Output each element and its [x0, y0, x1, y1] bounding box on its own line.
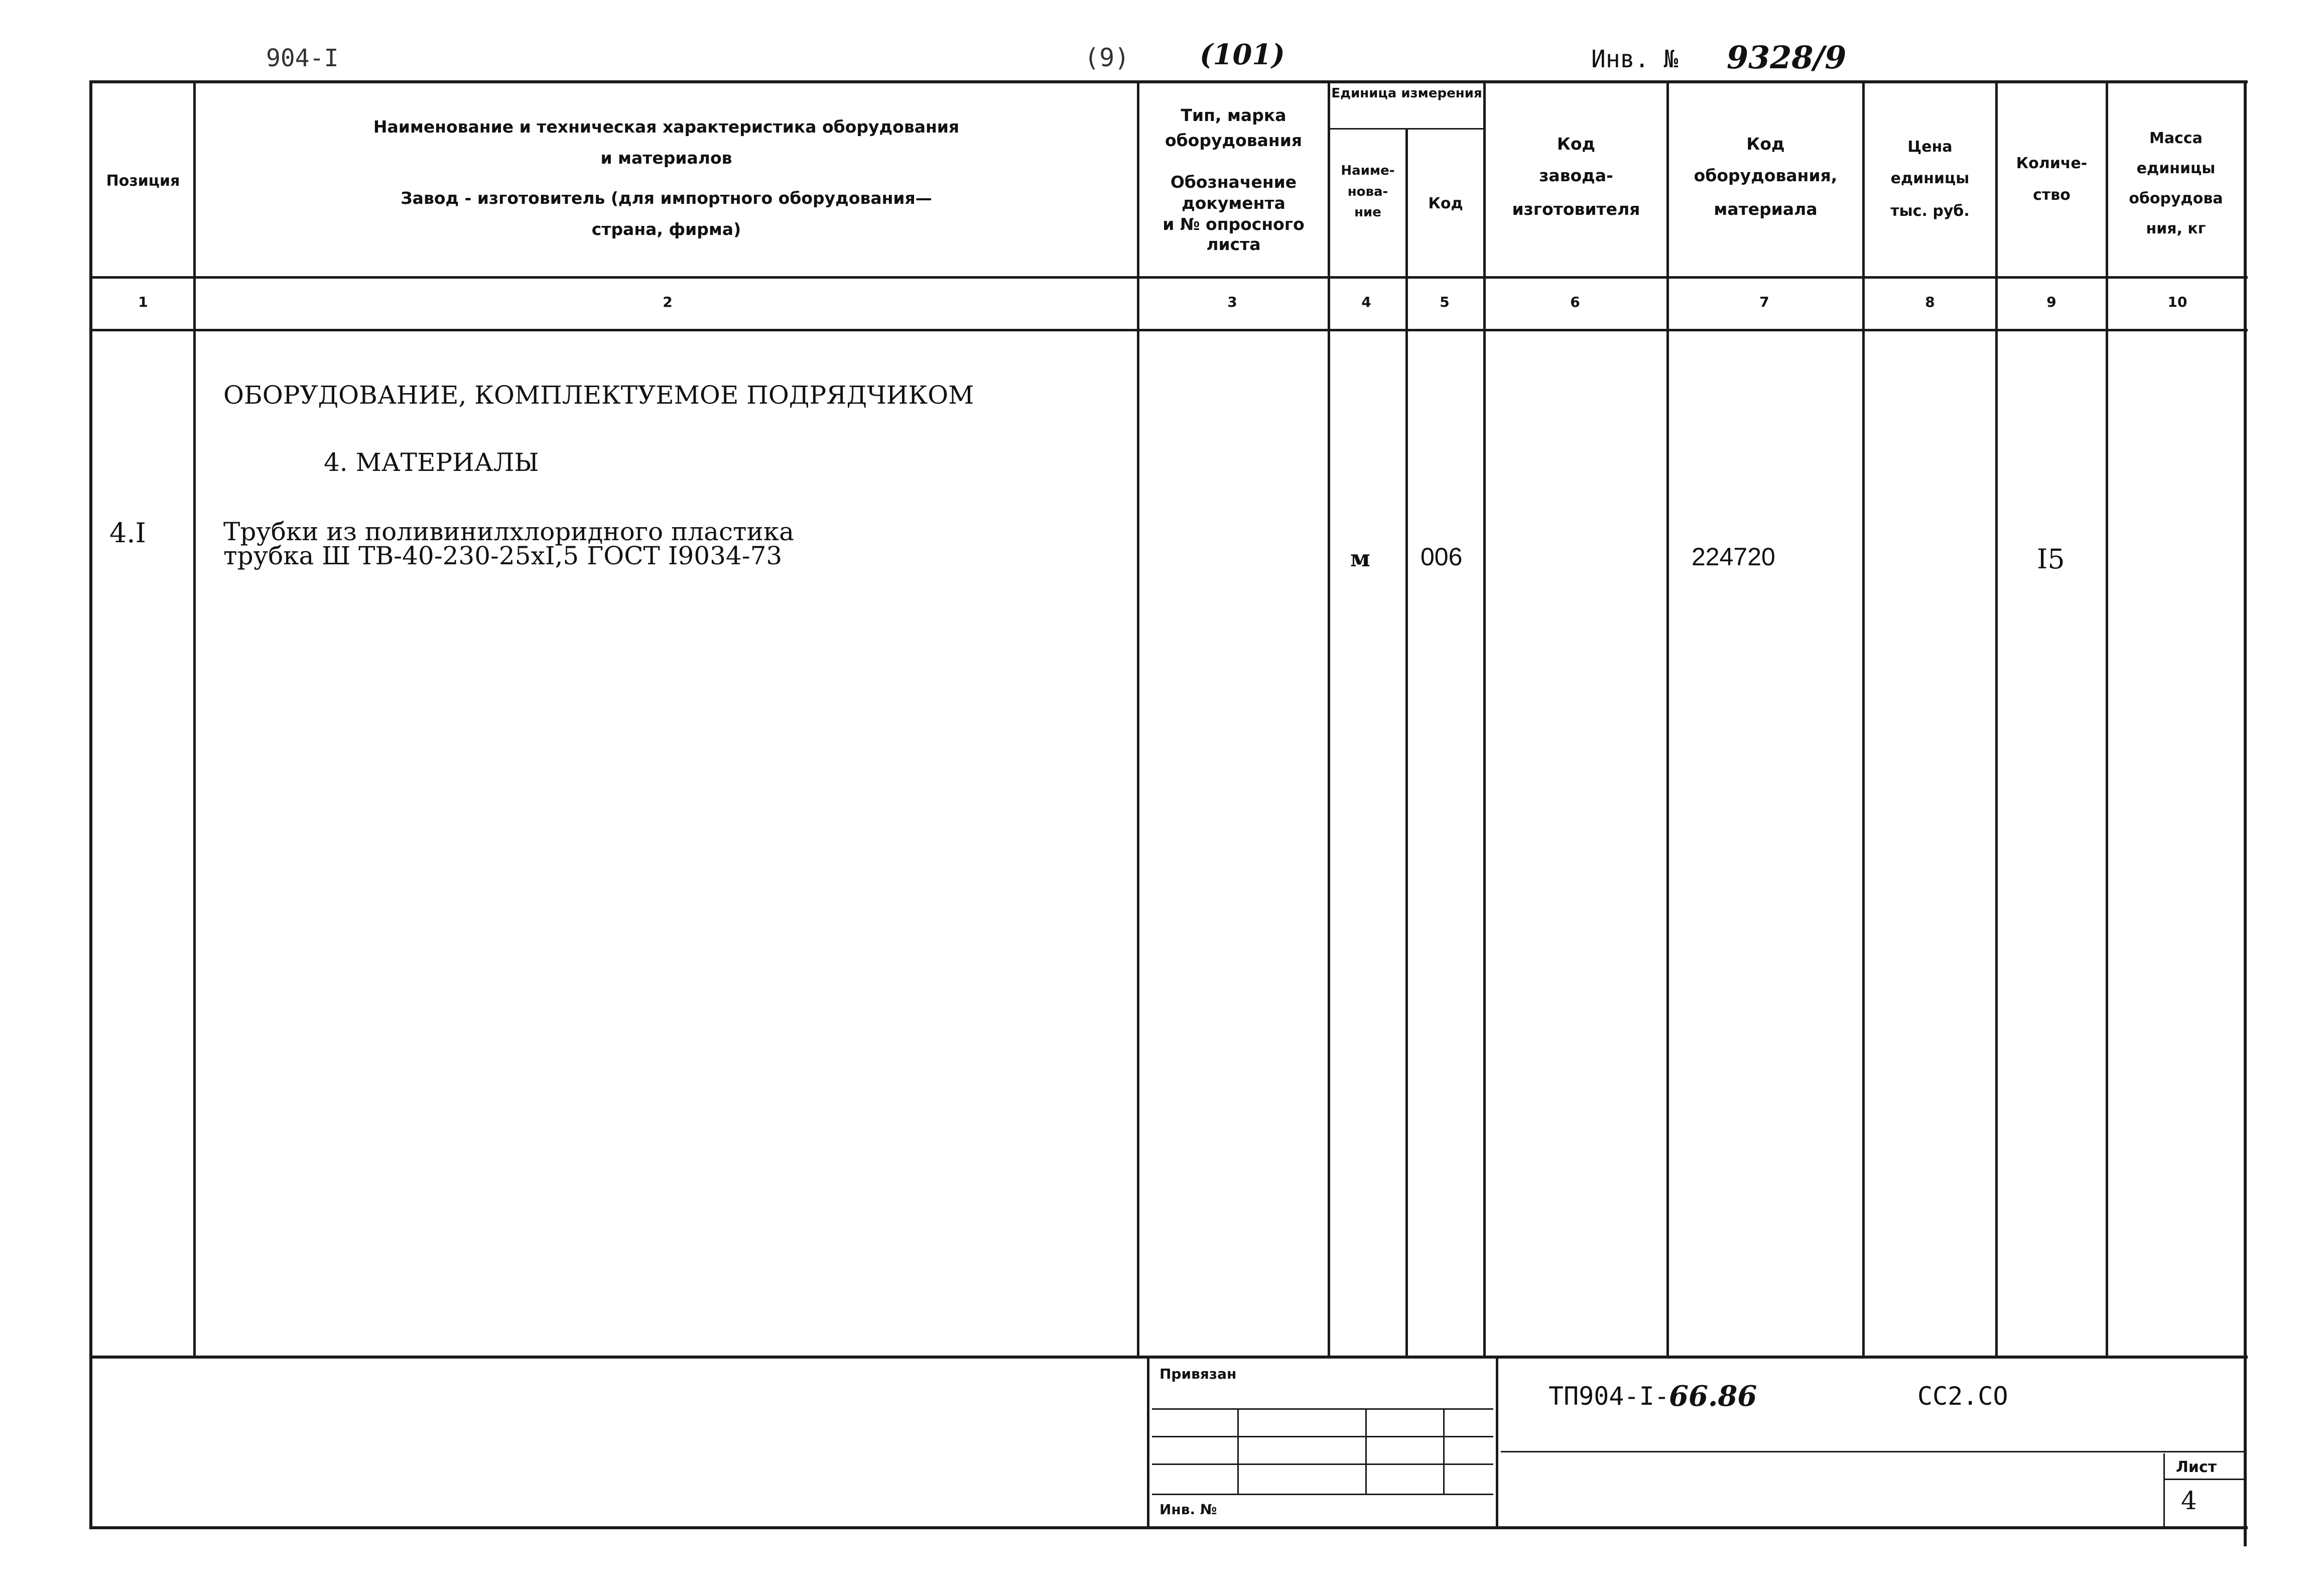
- col-divider-7: [1862, 80, 1865, 1356]
- header-price-1: Цена: [1907, 138, 1953, 156]
- header-qty-2: ство: [2033, 186, 2071, 204]
- header-type-line3: Обозначение: [1170, 172, 1297, 192]
- stamp-title-divider: [1501, 1451, 2244, 1452]
- stamp-grid-h3: [1152, 1463, 1493, 1465]
- page-number-paren: (9): [1084, 43, 1130, 72]
- header-price-3: тыс. руб.: [1890, 202, 1970, 220]
- row-unit: м: [1350, 545, 1370, 572]
- stamp-inv-label: Инв. №: [1159, 1501, 1217, 1518]
- header-type-line2: оборудования: [1165, 131, 1303, 150]
- row-unit-code: 006: [1421, 543, 1463, 571]
- table-left-border: [89, 80, 92, 1526]
- col-divider-5: [1483, 80, 1486, 1356]
- col-divider-3: [1328, 80, 1330, 1356]
- header-unit-group: Единица измерения: [1331, 86, 1482, 101]
- header-equip-code-2: оборудования,: [1694, 166, 1838, 185]
- colnum-3: 3: [1227, 294, 1237, 310]
- header-name-line4: страна, фирма): [591, 219, 741, 239]
- header-factory-code-2: завода-: [1539, 166, 1613, 185]
- sheet-code: СС2.СО: [1917, 1382, 2008, 1411]
- stamp-divider-b: [1496, 1356, 1498, 1529]
- header-unit-name: Наиме- нова- ние: [1341, 163, 1395, 220]
- series-number: 904-I: [266, 44, 339, 72]
- stamp-attached-label: Привязан: [1159, 1366, 1237, 1382]
- row-qty: I5: [2037, 543, 2065, 575]
- stamp-grid-h2: [1152, 1436, 1493, 1437]
- header-mass-1: Масса: [2149, 130, 2203, 147]
- col-divider-2: [1137, 80, 1139, 1356]
- doc-code-prefix: ТП904-I-: [1548, 1382, 1669, 1411]
- doc-code-handwritten: 66.86: [1669, 1380, 1757, 1413]
- colnum-2: 2: [663, 294, 673, 310]
- colnum-7: 7: [1759, 294, 1769, 310]
- col-divider-8: [1995, 80, 1998, 1356]
- stamp-bottom-border: [89, 1526, 2248, 1529]
- stamp-divider-a: [1147, 1356, 1149, 1529]
- col-divider-9: [2106, 80, 2108, 1356]
- header-name-line3: Завод - изготовитель (для импортного оборудования—: [401, 188, 932, 208]
- colnum-10: 10: [2167, 294, 2187, 310]
- header-mass-3: оборудова: [2129, 190, 2223, 207]
- header-name-line2: и материалов: [600, 148, 732, 168]
- col-divider-6: [1666, 80, 1669, 1356]
- header-position: Позиция: [106, 172, 180, 190]
- row-name-line2: трубка Ш ТВ-40-230-25хI,5 ГОСТ I9034-73: [223, 541, 783, 570]
- header-type-line5: и № опросного: [1163, 214, 1305, 234]
- header-mass-2: единицы: [2136, 160, 2216, 177]
- stamp-grid-h1: [1152, 1408, 1493, 1410]
- header-mass-4: ния, кг: [2146, 220, 2206, 237]
- header-unit-code: Код: [1428, 195, 1463, 212]
- colnum-6: 6: [1570, 294, 1580, 310]
- col-divider-1: [193, 80, 196, 1356]
- sheet-label: Лист: [2176, 1458, 2217, 1476]
- subsection-title: 4. МАТЕРИАЛЫ: [324, 448, 539, 477]
- colnum-bottom-border: [89, 329, 2248, 331]
- sheet-cell-left: [2163, 1453, 2165, 1529]
- colnum-1: 1: [138, 294, 148, 310]
- row-name-line1: Трубки из поливинилхлоридного пластика: [223, 517, 794, 546]
- inventory-number: 9328/9: [1727, 39, 1847, 76]
- header-equip-code-3: материала: [1714, 199, 1818, 219]
- table-right-border: [2244, 80, 2247, 1546]
- header-factory-code-3: изготовителя: [1512, 199, 1640, 219]
- colnum-9: 9: [2046, 294, 2056, 310]
- colnum-5: 5: [1440, 294, 1450, 310]
- table-top-border: [89, 80, 2248, 83]
- page-number-circled: (101): [1200, 38, 1285, 71]
- stamp-grid-h4: [1152, 1494, 1493, 1495]
- header-price-2: единицы: [1890, 170, 1970, 187]
- header-equip-code-1: Код: [1746, 134, 1785, 154]
- stamp-top-border: [89, 1356, 2248, 1359]
- colnum-8: 8: [1925, 294, 1935, 310]
- stamp-grid-v2: [1365, 1408, 1367, 1494]
- header-factory-code-1: Код: [1557, 134, 1596, 154]
- header-type-line4: документа: [1182, 193, 1285, 213]
- sheet-number: 4: [2181, 1486, 2197, 1515]
- section-title: ОБОРУДОВАНИЕ, КОМПЛЕКТУЕМОЕ ПОДРЯДЧИКОМ: [223, 381, 974, 410]
- unit-group-divider: [1328, 128, 1486, 130]
- sheet-cell-divider: [2163, 1479, 2244, 1480]
- header-type-line1: Тип, марка: [1181, 105, 1286, 125]
- inventory-label: Инв. №: [1591, 45, 1679, 73]
- colnum-4: 4: [1361, 294, 1371, 310]
- row-equip-code: 224720: [1692, 543, 1775, 571]
- stamp-grid-v3: [1443, 1408, 1445, 1494]
- header-qty-1: Количе-: [2016, 155, 2088, 172]
- col-divider-4: [1405, 128, 1408, 1356]
- stamp-grid-v1: [1237, 1408, 1239, 1494]
- header-type-line6: листа: [1206, 234, 1261, 254]
- header-bottom-border: [89, 276, 2248, 279]
- row-position: 4.I: [109, 517, 146, 549]
- header-name-line1: Наименование и техническая характеристика оборудования: [373, 117, 960, 137]
